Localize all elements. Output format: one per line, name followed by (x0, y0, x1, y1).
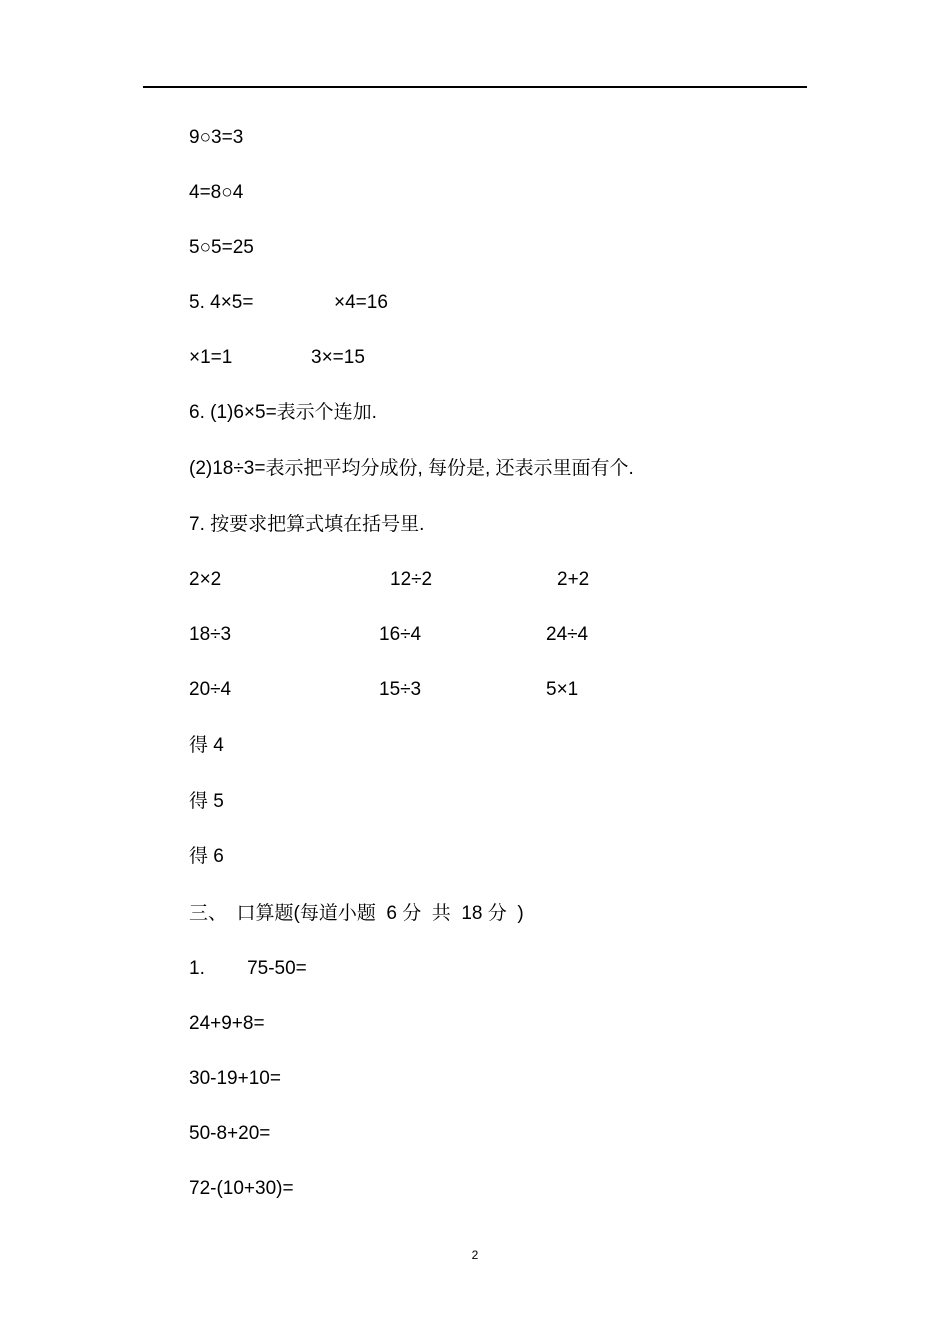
page-number: 2 (471, 1248, 479, 1262)
calc-item: 72-(10+30)= (189, 1178, 294, 1199)
question-7-title: 7. 按要求把算式填在括号里. (189, 514, 425, 535)
grid-cell: 15÷3 (379, 679, 422, 700)
result-line: 得 6 (189, 846, 224, 867)
header-rule (143, 86, 807, 88)
result-line: 得 5 (189, 791, 224, 812)
equation-line: 4=8○4 (189, 182, 244, 203)
equation-line: 5○5=25 (189, 237, 254, 258)
section-3-title: 三、 口算题(每道小题 6 分 共 18 分 ) (189, 903, 524, 924)
calc-item: 30-19+10= (189, 1068, 281, 1089)
grid-cell: 16÷4 (379, 624, 422, 645)
grid-cell: 5×1 (546, 679, 579, 700)
grid-cell: 24÷4 (546, 624, 589, 645)
equation-line: 9○3=3 (189, 127, 244, 148)
calc-item: 50-8+20= (189, 1123, 271, 1144)
grid-cell: 20÷4 (189, 679, 232, 700)
grid-cell: 18÷3 (189, 624, 232, 645)
grid-cell: 2+2 (557, 569, 590, 590)
question-6-part-2: (2)18÷3=表示把平均分成份, 每份是, 还表示里面有个. (189, 458, 634, 479)
calc-item: 1. 75-50= (189, 958, 307, 979)
calc-item: 24+9+8= (189, 1013, 265, 1034)
question-6-part-1: 6. (1)6×5=表示个连加. (189, 402, 377, 423)
question-5-part-b: ×4=16 (334, 292, 388, 313)
result-line: 得 4 (189, 735, 224, 756)
grid-cell: 12÷2 (390, 569, 433, 590)
question-5-part-a: 5. 4×5= (189, 292, 254, 313)
question-5-part-d: 3×=15 (311, 347, 365, 368)
grid-cell: 2×2 (189, 569, 222, 590)
question-5-part-c: ×1=1 (189, 347, 233, 368)
